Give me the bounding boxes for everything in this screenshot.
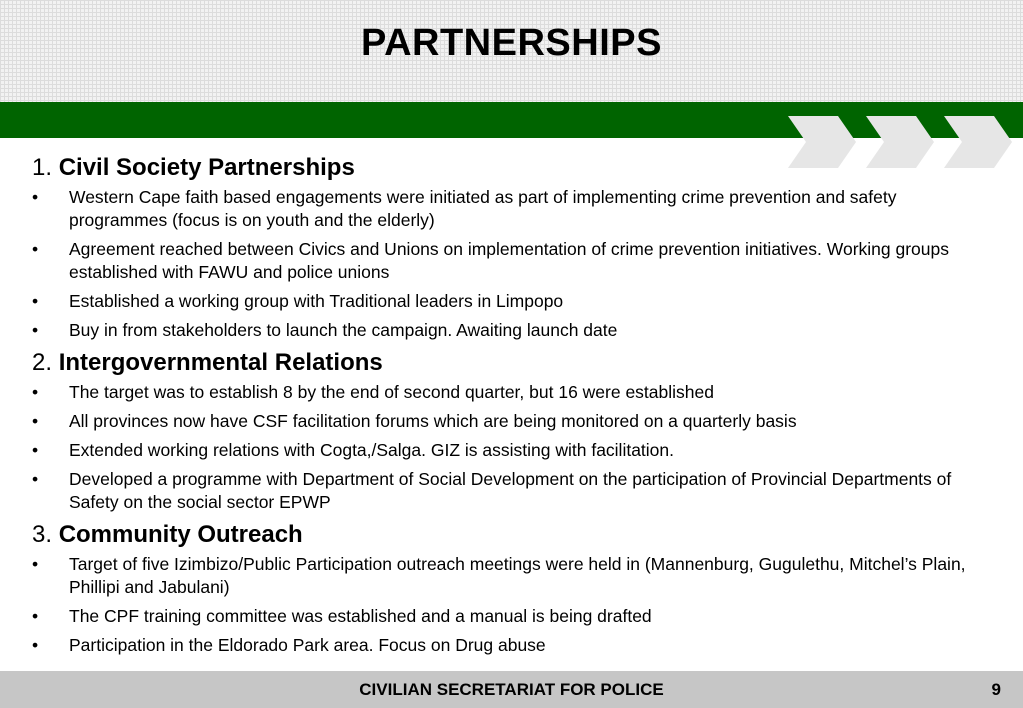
section-heading — [32, 348, 992, 378]
bullet-text: Western Cape faith based engagements were initiated as part of implementing crime prevention and safety programmes (focus is on youth and the elderly) — [69, 187, 897, 230]
list-item — [32, 381, 992, 404]
section-number: 1. — [32, 154, 53, 181]
list-item — [32, 553, 992, 599]
bullet-text: Developed a programme with Department of Social Development on the participation of Provincial Departments of Safety on the social sector EPWP — [69, 469, 952, 512]
section-title: Community Outreach — [58, 521, 303, 548]
bullet-text: Participation in the Eldorado Park area. Focus on Drug abuse — [69, 635, 546, 655]
section-intergovernmental — [32, 348, 992, 514]
list-item — [32, 634, 992, 657]
bullet-text: Target of five Izimbizo/Public Participation outreach meetings were held in (Mannenburg, Gugulethu, Mitchel’s Plain, Phillipi and Jabulani) — [69, 554, 966, 597]
bullet-list — [32, 553, 992, 657]
bullet-icon: • — [32, 411, 39, 431]
title-banner — [0, 0, 1023, 102]
bullet-text: The target was to establish 8 by the end of second quarter, but 16 were established — [69, 382, 714, 402]
list-item — [32, 468, 992, 514]
bullet-icon: • — [32, 469, 39, 489]
list-item — [32, 319, 992, 342]
section-title: Civil Society Partnerships — [58, 154, 355, 181]
bullet-icon: • — [32, 382, 39, 402]
bullet-icon: • — [32, 440, 39, 460]
list-item — [32, 290, 992, 313]
bullet-list — [32, 186, 992, 342]
bullet-icon: • — [32, 606, 39, 626]
section-heading — [32, 520, 992, 550]
section-title: Intergovernmental Relations — [58, 349, 383, 376]
bullet-text: Agreement reached between Civics and Unions on implementation of crime prevention initiatives. Working groups established with FAWU and police unions — [69, 239, 949, 282]
bullet-text: The CPF training committee was established and a manual is being drafted — [69, 606, 652, 626]
list-item — [32, 439, 992, 462]
bullet-text: Buy in from stakeholders to launch the campaign. Awaiting launch date — [69, 320, 618, 340]
list-item — [32, 186, 992, 232]
section-number: 2. — [32, 349, 53, 376]
bullet-icon: • — [32, 291, 39, 311]
bullet-list — [32, 381, 992, 514]
section-civil-society — [32, 153, 992, 342]
section-heading — [32, 153, 992, 183]
slide-content — [32, 153, 992, 663]
list-item — [32, 605, 992, 628]
footer-text: CIVILIAN SECRETARIAT FOR POLICE — [359, 680, 664, 699]
section-number: 3. — [32, 521, 53, 548]
bullet-text: Extended working relations with Cogta,/Salga. GIZ is assisting with facilitation. — [69, 440, 675, 460]
bullet-icon: • — [32, 320, 39, 340]
bullet-icon: • — [32, 187, 39, 207]
footer-bar — [0, 671, 1023, 708]
bullet-icon: • — [32, 635, 39, 655]
list-item — [32, 238, 992, 284]
list-item — [32, 410, 992, 433]
bullet-icon: • — [32, 554, 39, 574]
bullet-text: All provinces now have CSF facilitation forums which are being monitored on a quarterly basis — [69, 411, 797, 431]
section-community-outreach — [32, 520, 992, 657]
page-number: 9 — [991, 680, 1001, 699]
bullet-icon: • — [32, 239, 39, 259]
bullet-text: Established a working group with Traditional leaders in Limpopo — [69, 291, 564, 311]
slide-title: PARTNERSHIPS — [361, 22, 662, 64]
